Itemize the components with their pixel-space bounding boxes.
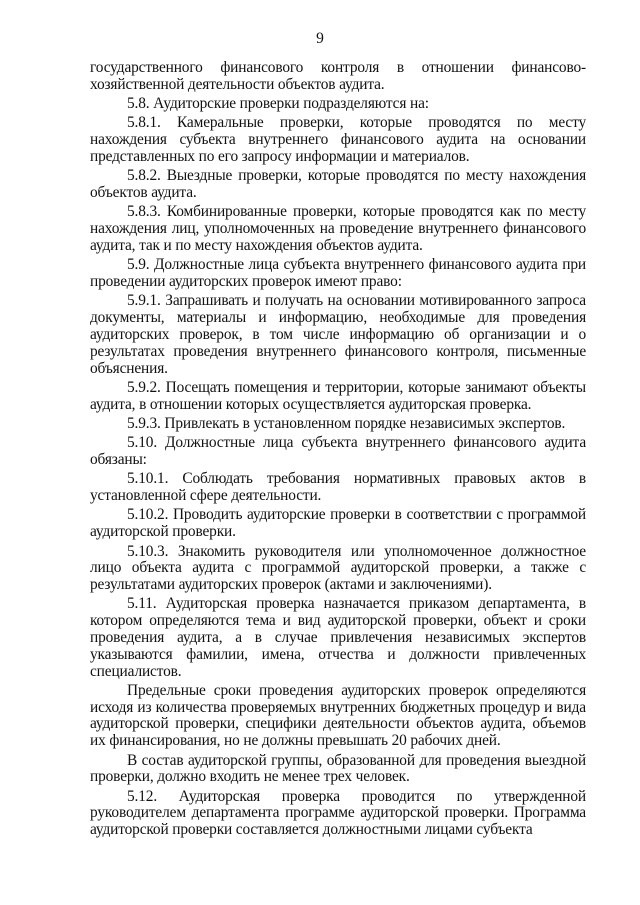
paragraph-time-limits: Предельные сроки проведения аудиторских проверок определяются исходя из количества проверяемых внутренних бюджетных процедур и вида аудиторской проверки, специфики деятельности объектов аудита, объемов их финансирования, но не должны превышать 20 рабочих дней. [90,681,586,750]
page-number: 9 [316,30,324,47]
paragraph-5-11: 5.11. Аудиторская проверка назначается приказом департамента, в котором определяются тема и вид аудиторской проверки, объект и сроки проведения аудита, а в случае привлечения независимых экспертов указываются фамилии, имена, отчества и должности привлеченных специалистов. [90,595,586,680]
paragraph-continuation: государственного финансового контроля в отношении финансово-хозяйственной деятельности объектов аудита. [90,59,586,93]
paragraph-audit-group: В состав аудиторской группы, образованной для проведения выездной проверки, должно входить не менее трех человек. [90,751,586,786]
paragraph-5-9-3: 5.9.3. Привлекать в установленном порядке независимых экспертов. [127,414,566,432]
paragraph-5-9-1: 5.9.1. Запрашивать и получать на основании мотивированного запроса документы, материалы и информацию, необходимые для проведения аудиторских проверок, в том числе информацию об организации и о результатах проведения внутреннего финансового контроля, письменные объяснения. [90,292,586,377]
paragraph-5-10-3: 5.10.3. Знакомить руководителя или уполномоченное должностное лицо объекта аудита с программой аудиторской проверки, а также с результатами аудиторских проверок (актами и заключениями). [90,542,586,594]
paragraph-5-10-2: 5.10.2. Проводить аудиторские проверки в соответствии с программой аудиторской проверки. [90,506,586,541]
paragraph-5-10: 5.10. Должностные лица субъекта внутреннего финансового аудита обязаны: [90,434,586,469]
paragraph-5-8-2: 5.8.2. Выездные проверки, которые проводятся по месту нахождения объектов аудита. [90,167,586,202]
paragraph-5-8-3: 5.8.3. Комбинированные проверки, которые проводятся как по месту нахождения лиц, уполномоченных на проведение внутреннего финансового аудита, так и по месту нахождения объектов аудита. [90,203,586,254]
paragraph-5-12: 5.12. Аудиторская проверка проводится по утвержденной руководителем департамента программе аудиторской проверки. Программа аудиторской проверки составляется должностными лицами субъекта [90,787,586,839]
paragraph-5-8-1: 5.8.1. Камеральные проверки, которые проводятся по месту нахождения субъекта внутреннего финансового аудита на основании представленных по его запросу информации и материалов. [90,114,586,165]
paragraph-5-9-2: 5.9.2. Посещать помещения и территории, которые занимают объекты аудита, в отношении которых осуществляется аудиторская проверка. [90,378,586,413]
paragraph-5-8: 5.8. Аудиторские проверки подразделяются на: [127,95,429,113]
paragraph-5-9: 5.9. Должностные лица субъекта внутреннего финансового аудита при проведении аудиторских проверок имеют право: [90,256,586,291]
document-body [90,60,586,839]
paragraph-5-10-1: 5.10.1. Соблюдать требования нормативных правовых актов в установленной сфере деятельности. [90,470,586,505]
